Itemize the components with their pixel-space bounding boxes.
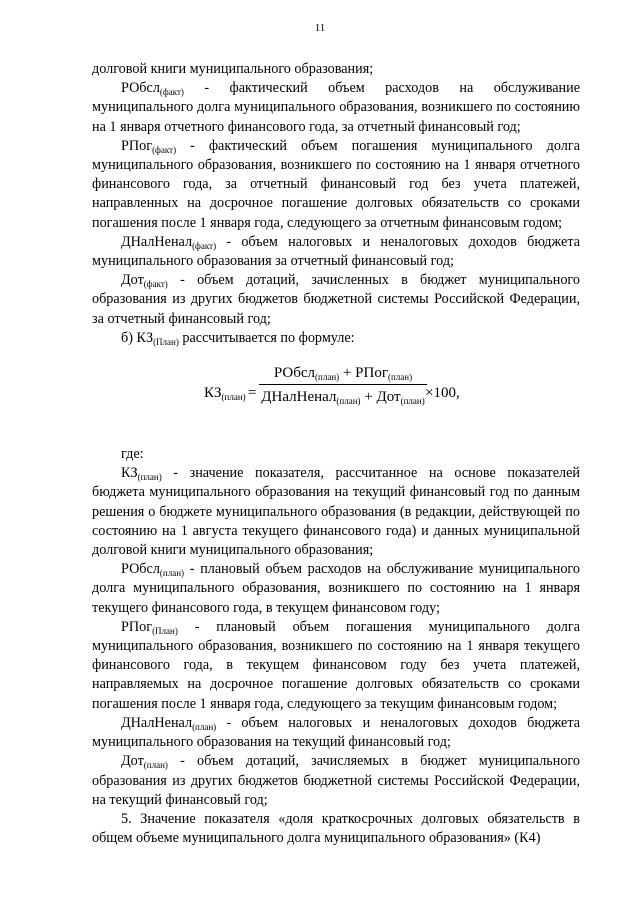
document-body — [92, 60, 580, 848]
item-5: 5. Значение показателя «доля краткосрочных долговых обязательств в общем объеме муниципального долга муниципального образования» (К4) — [92, 810, 580, 847]
definition-dnalnenal-plan: ДНалНенал$_{(план)}$ - объем налоговых и неналоговых доходов бюджета муниципального образования на текущий финансовый год; — [92, 714, 580, 751]
paragraph: долговой книги муниципального образования; — [92, 61, 374, 77]
formula-numerator: РОбсл$_{(план)}$ + РПог$_{(план)}$ — [273, 365, 413, 383]
definition-dot-fakt: Дот$_{(факт)}$ - объем дотаций, зачисленных в бюджет муниципального образования из других бюджетов бюджетной системы Российской Федерации, за отчетный финансовый год; — [92, 272, 580, 327]
definition-dot-plan: Дот$_{(план)}$ - объем дотаций, зачисляемых в бюджет муниципального образования из других бюджетов бюджетной системы Российской Федерации, на текущий финансовый год; — [92, 753, 580, 808]
formula-equals: = — [248, 385, 257, 402]
page-number: 11 — [314, 22, 326, 34]
definition-kz-plan: $КЗ_{(план)}$ - значение показателя, рассчитанное на основе показателей бюджета муниципального образования на текущий финансовый год по данным решения о бюджете муниципального образования (в редакции, действующей по состоянию на 1 августа текущего финансового года) и данных муниципальной долговой книги муниципального образования; — [92, 465, 580, 559]
formula-denominator: ДНалНенал$_{(план)}$ + Дот$_{(план)}$ — [261, 389, 425, 407]
formula-kz-plan — [92, 363, 580, 423]
definition-robsl-fakt: РОбсл$_{(факт)}$ - фактический объем расходов на обслуживание муниципального долга муниципального образования, возникшего по состоянию на 1 января отчетного финансового года, за отчетный финансовый год; — [92, 80, 580, 135]
definition-rpog-plan: РПог$_{(План)}$ - плановый объем погашения муниципального долга муниципального образования, возникшего по состоянию на 1 января текущего финансового года, в текущем финансовом году без учета платежей, направляемых на досрочное погашение долговых обязательств со сроками погашения после 1 января года, следующего за текущим финансовым годом; — [92, 618, 580, 712]
definition-rpog-fakt: РПог$_{(факт)}$ - фактический объем погашения муниципального долга муниципального образования, возникшего по состоянию на 1 января отчетного финансового года, за отчетный финансовый год без учета платежей, направленных на досрочное погашение долговых обязательств со сроками погашения после 1 января года, следующего за отчетным финансовым годом; — [92, 137, 580, 231]
definition-robsl-plan: РОбсл$_{(план)}$ - плановый объем расходов на обслуживание муниципального долга муниципального образования, возникшего по состоянию на 1 января текущего финансового года, в текущем финансовом году; — [92, 561, 580, 616]
formula-multiplier: ×100, — [425, 385, 460, 402]
where-label: где: — [121, 446, 144, 463]
formula-fraction — [259, 363, 427, 407]
formula-lhs: $КЗ_{(план)}$ — [204, 385, 246, 403]
fraction-bar — [259, 384, 427, 385]
formula-intro: б) $КЗ_{(План)}$ рассчитывается по формуле: — [121, 329, 355, 347]
definition-dnalnenal-fakt: ДНалНенал$_{(факт)}$ - объем налоговых и неналоговых доходов бюджета муниципального образования за отчетный финансовый год; — [92, 233, 580, 270]
